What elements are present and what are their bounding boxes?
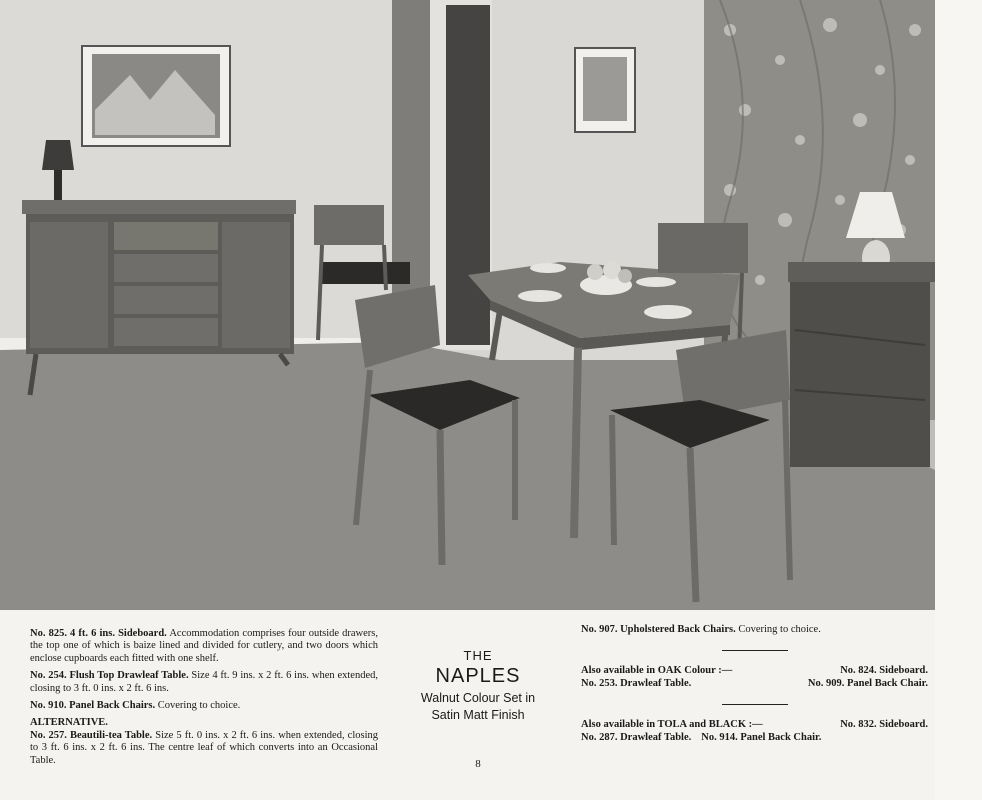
page-margin [935, 0, 982, 800]
divider [722, 704, 788, 705]
upholstered-chairs-description: No. 907. Upholstered Back Chairs. Covering to choice. [581, 624, 821, 635]
title-block [408, 650, 548, 724]
divider [722, 650, 788, 651]
beautili-tea-table-description: No. 257. Beautili-tea Table. Size 5 ft. 0 ins. x 2 ft. 6 ins. when extended, closing to 3 ft. 6 ins. x 2 ft. 6 ins. The centre leaf of which converts into an Occasional Table. [30, 729, 378, 766]
drawleaf-table-description: No. 254. Flush Top Drawleaf Table. Size 4 ft. 9 ins. x 2 ft. 6 ins. when extended, closing to 3 ft. 0 ins. x 2 ft. 6 ins. [30, 670, 378, 694]
alternative-heading: ALTERNATIVE. [30, 717, 108, 729]
right-description-column [581, 624, 928, 744]
sideboard-description: No. 825. 4 ft. 6 ins. Sideboard. Accommodation comprises four outside drawers, the top one of which is baize lined and divided for cutlery, and two doors which enclose cupboards each fitted with one shelf. [30, 628, 378, 664]
finish-line-2: Satin Matt Finish [431, 707, 525, 722]
panel-back-chairs-description: No. 910. Panel Back Chairs. Covering to choice. [30, 700, 241, 712]
finish-line-1: Walnut Colour Set in [420, 690, 536, 705]
set-title: NAPLES [435, 665, 521, 688]
oak-availability-row-1: Also available in OAK Colour :— No. 824. Sideboard. [581, 665, 928, 677]
oak-availability-row-2: No. 253. Drawleaf Table. No. 909. Panel Back Chair. [581, 677, 928, 689]
left-description-column [30, 628, 378, 772]
tola-availability-row-2: No. 287. Drawleaf Table. No. 914. Panel Back Chair. [581, 731, 822, 743]
tola-availability-row-1: Also available in TOLA and BLACK :— No. 832. Sideboard. [581, 719, 928, 731]
title-article: THE [463, 648, 493, 663]
page-number: 8 [475, 758, 481, 770]
